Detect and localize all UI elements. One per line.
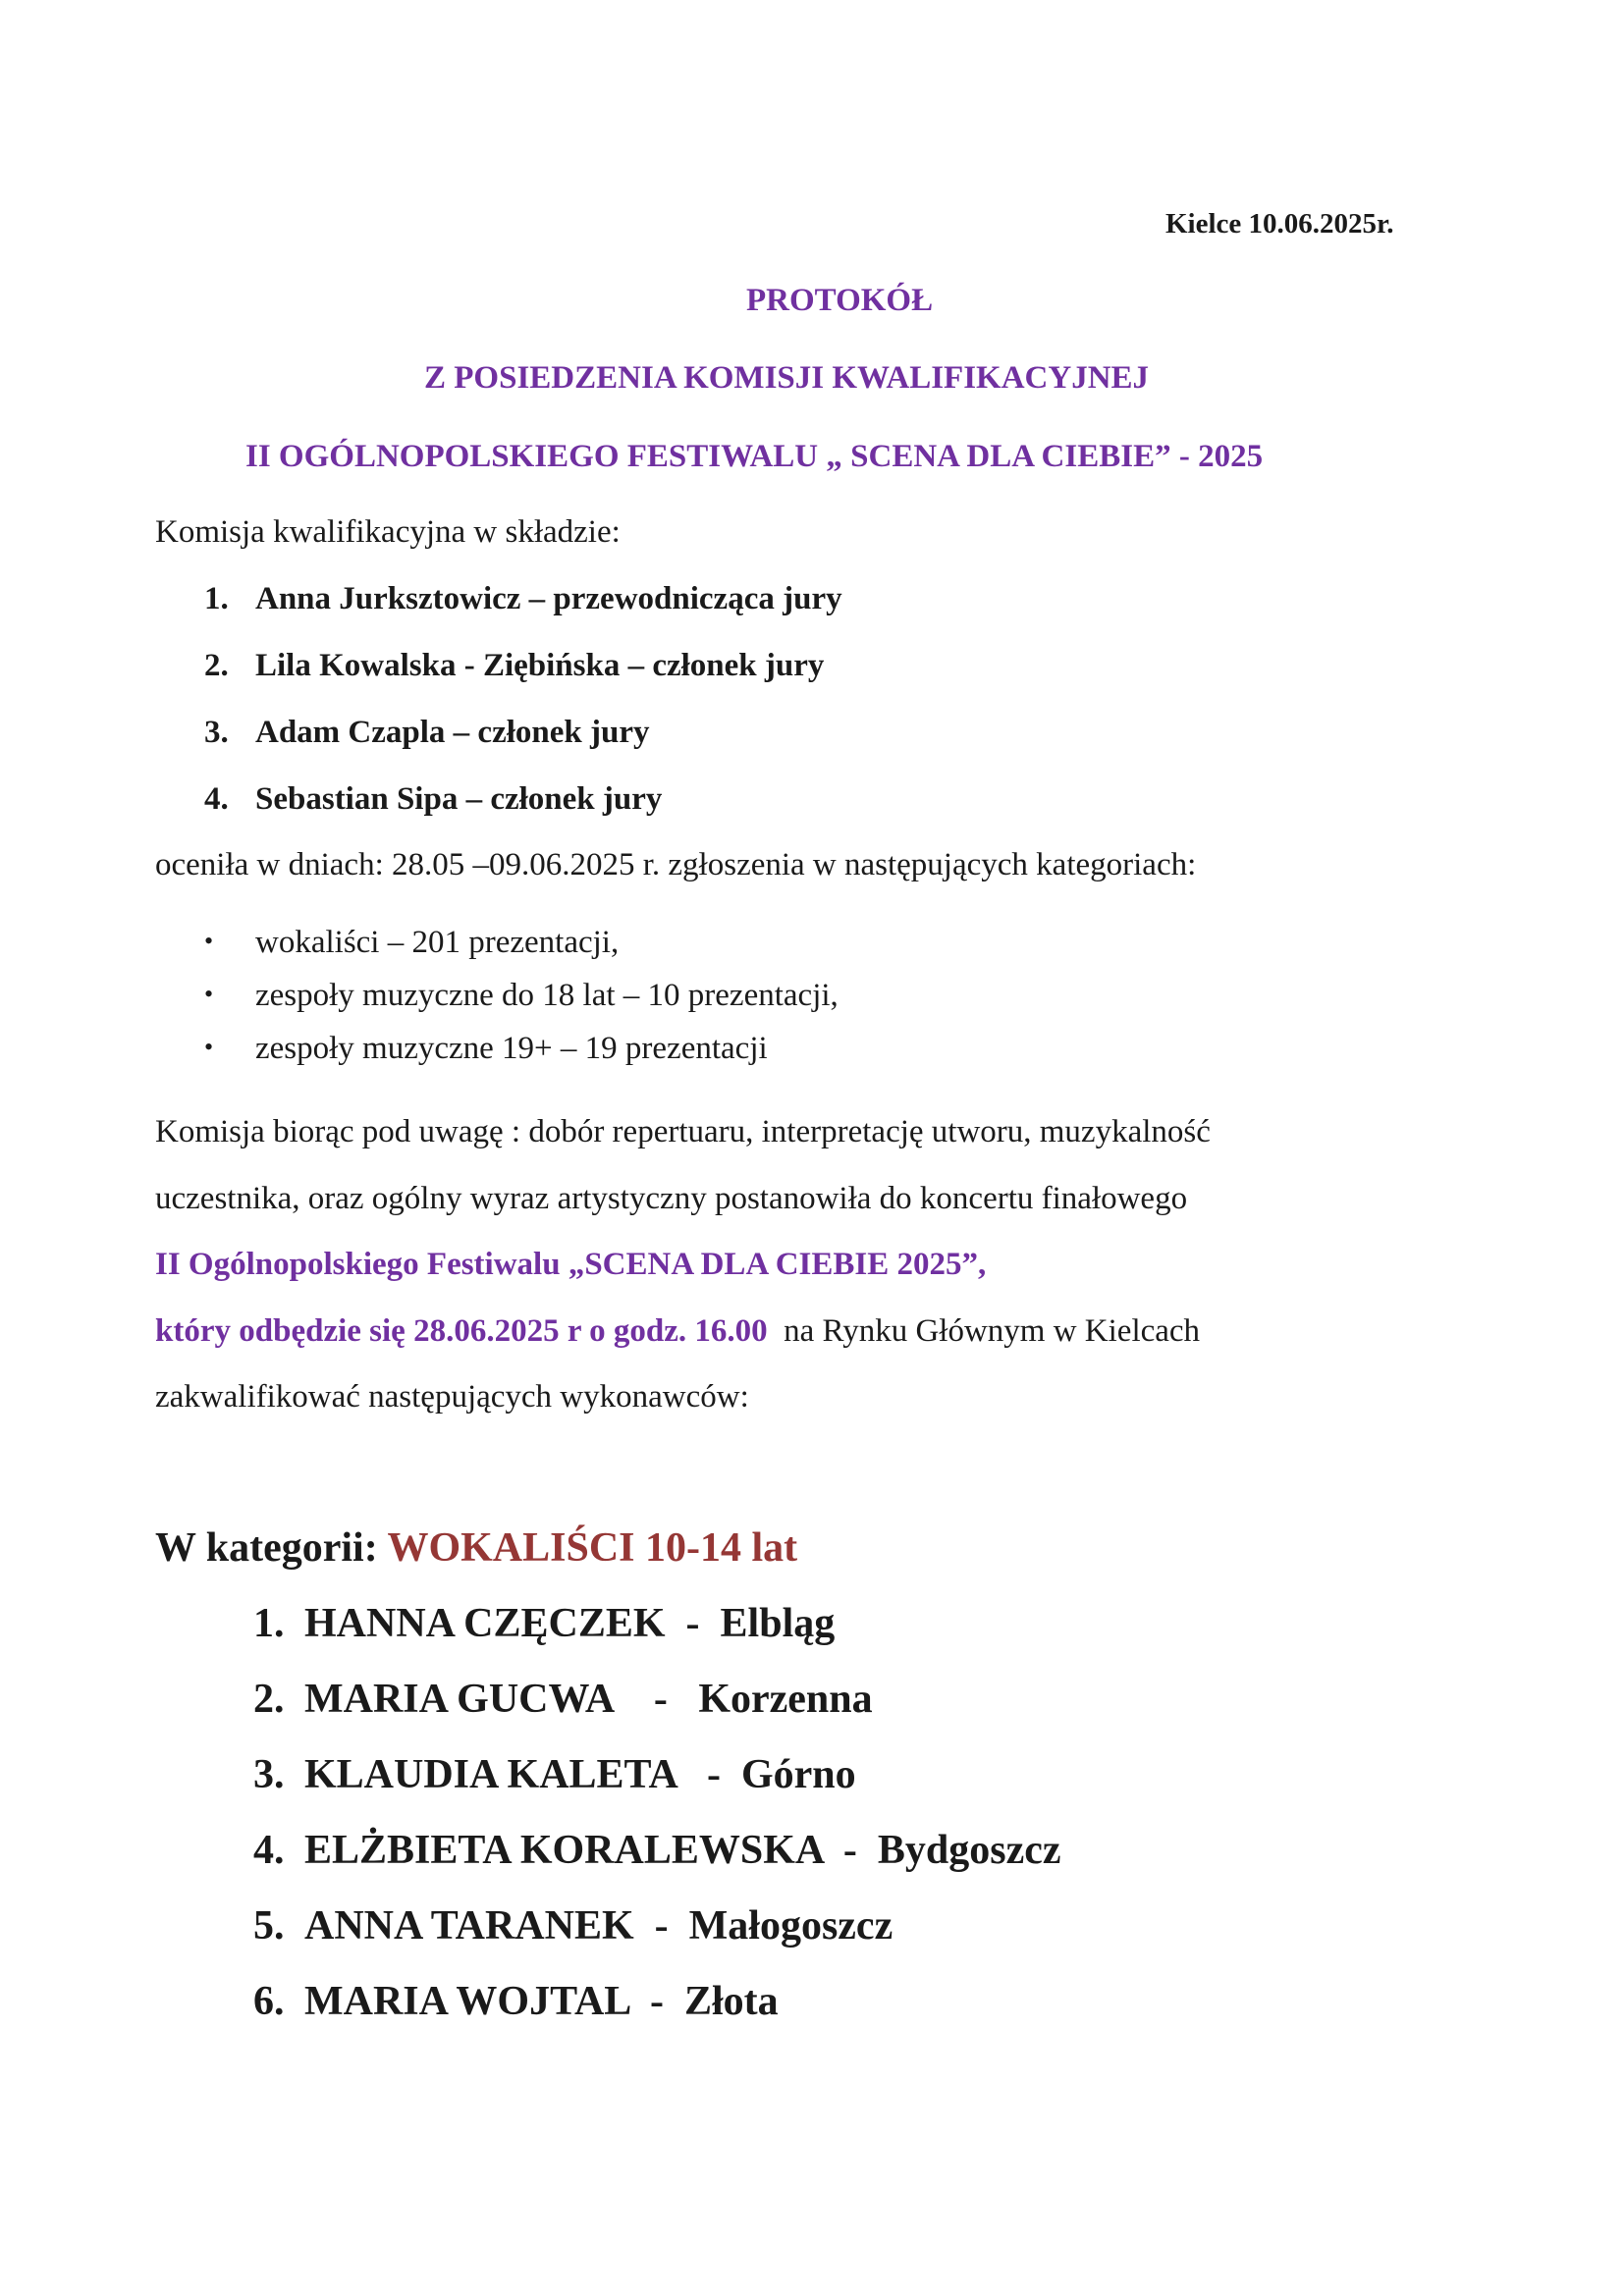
bullet-icon: • — [204, 1033, 214, 1061]
winner-text: KLAUDIA KALETA - Górno — [304, 1752, 856, 1797]
winner-text: MARIA GUCWA - Korzenna — [304, 1677, 873, 1722]
festival-title: II OGÓLNOPOLSKIEGO FESTIWALU „ SCENA DLA CIEBIE” - 2025 — [245, 439, 1264, 474]
bullet-icon: • — [204, 927, 214, 955]
bullet-icon: • — [204, 980, 214, 1008]
winner-item — [253, 1902, 893, 1949]
category-bullet-item — [204, 925, 619, 961]
member-text: Adam Czapla – członek jury — [255, 715, 650, 750]
decision-line: zakwalifikować następujących wykonawców: — [155, 1379, 749, 1415]
bullet-text: wokaliści – 201 prezentacji, — [255, 925, 620, 960]
winner-text: HANNA CZĘCZEK - Elbląg — [304, 1601, 836, 1646]
document-subtitle: Z POSIEDZENIA KOMISJI KWALIFIKACYJNEJ — [424, 360, 1150, 396]
committee-member — [204, 581, 842, 617]
winner-item — [253, 1978, 779, 2025]
category-bullet-item — [204, 978, 839, 1014]
winner-text: ANNA TARANEK - Małogoszcz — [304, 1903, 893, 1949]
category-bullet-item — [204, 1031, 768, 1067]
festival-name-line: II Ogólnopolskiego Festiwalu „SCENA DLA CIEBIE 2025”, — [155, 1247, 987, 1282]
committee-member — [204, 781, 662, 818]
bullet-text: zespoły muzyczne do 18 lat – 10 prezentacji, — [255, 978, 839, 1013]
winner-text: ELŻBIETA KORALEWSKA - Bydgoszcz — [304, 1828, 1061, 1873]
concert-location: na Rynku Głównym w Kielcach — [767, 1313, 1201, 1349]
decision-line: Komisja biorąc pod uwagę : dobór repertuaru, interpretację utworu, muzykalność — [155, 1114, 1211, 1149]
document-title: PROTOKÓŁ — [746, 283, 934, 318]
list-number: 3. — [253, 1752, 285, 1797]
winner-item — [253, 1600, 835, 1647]
category-name: WOKALIŚCI 10-14 lat — [387, 1525, 798, 1571]
list-number: 5. — [253, 1903, 285, 1949]
concert-date-highlight: który odbędzie się 28.06.2025 r o godz. 16.00 — [155, 1313, 768, 1349]
list-number: 3. — [204, 715, 229, 750]
list-number: 1. — [253, 1601, 285, 1646]
committee-member — [204, 715, 649, 751]
decision-line: uczestnika, oraz ogólny wyraz artystyczny postanowiła do koncertu finałowego — [155, 1181, 1188, 1216]
member-text: Lila Kowalska - Ziębińska – członek jury — [255, 648, 825, 683]
winner-item — [253, 1827, 1061, 1874]
document-date: Kielce 10.06.2025r. — [1165, 208, 1394, 240]
committee-intro: Komisja kwalifikacyjna w składzie: — [155, 514, 621, 550]
winner-item — [253, 1676, 873, 1723]
list-number: 1. — [204, 581, 229, 616]
member-text: Anna Jurksztowicz – przewodnicząca jury — [255, 581, 842, 616]
category-label: W kategorii: — [155, 1525, 388, 1571]
committee-member — [204, 648, 824, 684]
member-text: Sebastian Sipa – członek jury — [255, 781, 663, 817]
category-heading — [155, 1524, 797, 1572]
concert-date-line — [155, 1313, 1200, 1350]
list-number: 6. — [253, 1979, 285, 2024]
list-number: 4. — [253, 1828, 285, 1873]
bullet-text: zespoły muzyczne 19+ – 19 prezentacji — [255, 1031, 768, 1066]
evaluation-text: oceniła w dniach: 28.05 –09.06.2025 r. zgłoszenia w następujących kategoriach: — [155, 847, 1197, 882]
list-number: 2. — [253, 1677, 285, 1722]
list-number: 2. — [204, 648, 229, 683]
winner-text: MARIA WOJTAL - Złota — [304, 1979, 779, 2024]
winner-item — [253, 1751, 856, 1798]
list-number: 4. — [204, 781, 229, 817]
